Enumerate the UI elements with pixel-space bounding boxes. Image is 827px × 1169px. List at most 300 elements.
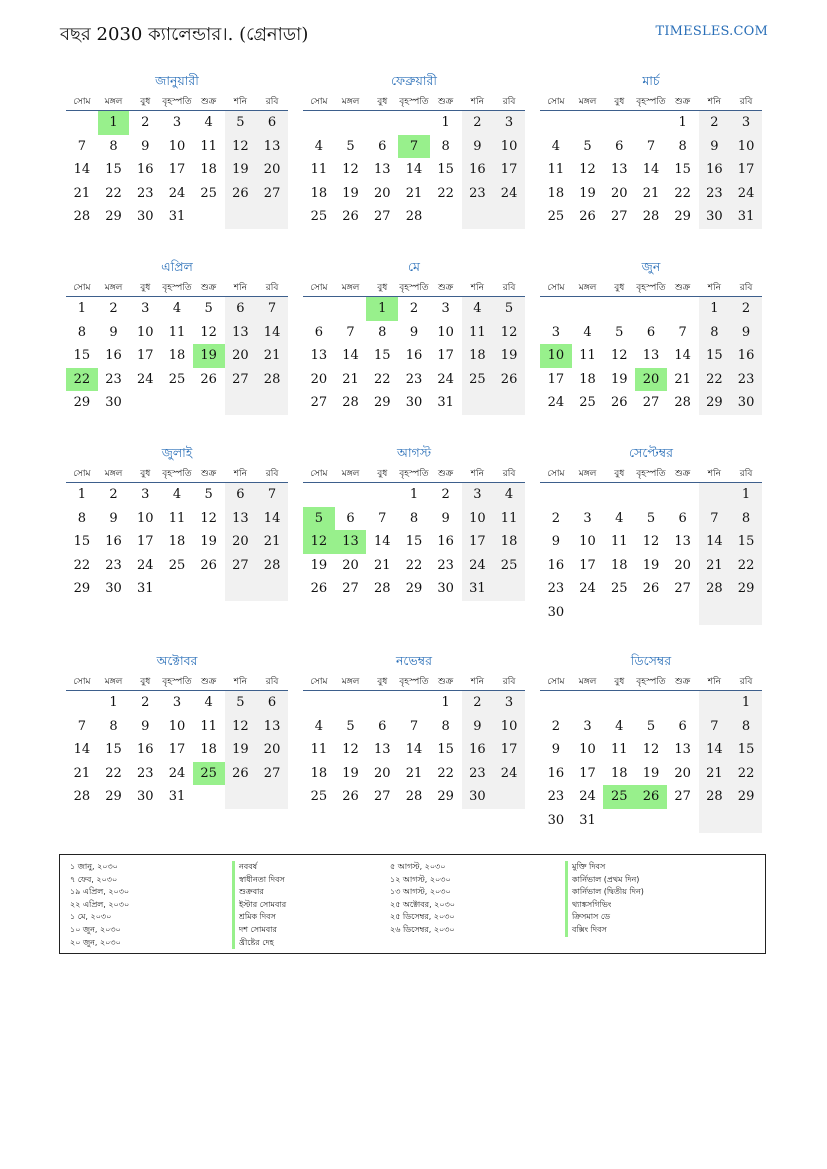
day-cell: 7: [77, 718, 86, 734]
month-block: [540, 70, 762, 229]
day-cell: 9: [141, 718, 150, 734]
empty-day-cell: [635, 601, 667, 625]
holiday-day-cell: 25: [603, 785, 635, 809]
weekday-label: মঙ্গল: [578, 96, 597, 107]
day-cell: 9: [699, 135, 731, 159]
day-cell: 1: [441, 695, 450, 710]
day-cell: 10: [168, 138, 186, 154]
weekday-label: বুধ: [377, 282, 388, 293]
day-cell: 28: [699, 577, 731, 601]
empty-day-cell: [193, 391, 225, 415]
day-cell: 9: [441, 510, 450, 526]
empty-day-cell: [225, 391, 257, 415]
empty-day-cell: [366, 111, 398, 135]
week-row: [540, 297, 762, 321]
day-cell: 10: [462, 507, 494, 531]
day-cell: 12: [342, 742, 359, 758]
day-cell: 17: [493, 738, 525, 762]
day-cell: 9: [551, 534, 560, 550]
weekday-label: শনি: [707, 676, 721, 687]
day-cell: 6: [314, 324, 323, 340]
day-cell: 1: [409, 487, 419, 502]
day-cell: 27: [342, 581, 359, 597]
day-cell: 3: [141, 487, 150, 502]
empty-day-cell: [699, 601, 731, 625]
day-cell: 12: [642, 742, 660, 758]
week-row: [540, 715, 762, 739]
day-cell: 7: [77, 138, 86, 154]
day-cell: 24: [730, 182, 762, 206]
day-cell: 14: [73, 742, 91, 758]
holiday-date: ২০ জুন, ২০৩০: [70, 937, 121, 947]
day-cell: 18: [579, 371, 596, 387]
weekday-label: শনি: [707, 282, 721, 293]
day-cell: 15: [405, 534, 423, 550]
weekday-label: মঙ্গল: [341, 96, 360, 107]
week-row: [540, 391, 762, 415]
day-cell: 16: [730, 344, 762, 368]
holiday-day-cell: 22: [66, 368, 98, 392]
day-cell: 29: [405, 581, 423, 597]
holiday-date: ১ জানু, ২০৩০: [70, 862, 118, 871]
week-row: [303, 368, 525, 392]
day-cell: 25: [310, 789, 328, 805]
empty-day-cell: [635, 483, 667, 507]
day-cell: 22: [437, 185, 454, 201]
day-cell: 20: [610, 185, 628, 201]
day-cell: 5: [646, 510, 656, 526]
empty-day-cell: [540, 111, 572, 135]
day-cell: 10: [437, 324, 454, 340]
day-cell: 28: [405, 209, 423, 225]
month-block: [66, 650, 288, 809]
holiday-name: দশ সোমবার: [232, 924, 286, 937]
week-row: [540, 158, 762, 182]
day-cell: 6: [225, 483, 257, 507]
day-cell: 15: [373, 348, 391, 364]
day-cell: 11: [310, 742, 328, 758]
empty-day-cell: [303, 691, 335, 715]
day-cell: 5: [204, 487, 213, 502]
weekday-label: রবি: [502, 282, 516, 293]
week-row: [66, 368, 288, 392]
day-cell: 13: [674, 742, 691, 758]
day-cell: 26: [225, 182, 257, 206]
day-cell: 20: [674, 765, 691, 781]
day-cell: 3: [172, 695, 182, 710]
weekday-label: মঙ্গল: [341, 282, 360, 293]
weekday-label: মঙ্গল: [104, 468, 123, 479]
weekday-label: বুধ: [614, 282, 625, 293]
day-cell: 30: [437, 581, 454, 597]
holiday-date: ২৫ ডিসেম্বর, ২০৩০: [390, 912, 455, 922]
week-row: [540, 809, 762, 833]
holiday-date: ১৯ এপ্রিল, ২০৩০: [70, 887, 130, 897]
day-cell: 17: [168, 162, 186, 178]
week-row: [66, 205, 288, 229]
week-row: [303, 344, 525, 368]
day-cell: 4: [172, 487, 182, 502]
weekday-label: সোম: [310, 282, 328, 293]
holiday-day-cell: 13: [335, 530, 367, 554]
day-cell: 16: [105, 348, 122, 364]
day-cell: 24: [168, 765, 186, 781]
day-cell: 30: [547, 604, 565, 620]
holiday-dates-left: [70, 861, 129, 949]
empty-day-cell: [699, 809, 731, 833]
day-cell: 18: [200, 742, 217, 758]
day-cell: 31: [136, 581, 154, 597]
weekday-label: বুধ: [614, 96, 625, 107]
week-row: [66, 691, 288, 715]
weekday-label: বৃহস্পতি: [162, 468, 192, 479]
day-cell: 12: [579, 162, 596, 178]
weekday-label: সোম: [547, 282, 565, 293]
day-cell: 26: [342, 789, 359, 805]
day-cell: 13: [610, 162, 628, 178]
weekday-label: শনি: [233, 676, 247, 687]
week-row: [540, 691, 762, 715]
day-cell: 23: [136, 185, 154, 201]
empty-day-cell: [303, 483, 335, 507]
day-cell: 11: [200, 138, 217, 154]
weekday-label: সোম: [310, 468, 328, 479]
day-cell: 27: [225, 554, 257, 578]
weekday-label: সোম: [73, 676, 91, 687]
day-cell: 26: [342, 209, 359, 225]
day-cell: 30: [699, 205, 731, 229]
day-cell: 18: [310, 185, 328, 201]
day-cell: 20: [225, 530, 257, 554]
week-row: [303, 691, 525, 715]
holiday-name: শুক্রবার: [232, 886, 286, 899]
day-cell: 13: [225, 321, 257, 345]
weekday-header: [66, 672, 288, 691]
day-cell: 22: [105, 765, 122, 781]
week-row: [540, 205, 762, 229]
day-cell: 15: [73, 348, 91, 364]
weekday-label: মঙ্গল: [104, 282, 123, 293]
day-cell: 15: [105, 742, 122, 758]
day-cell: 31: [168, 209, 186, 225]
day-cell: 25: [462, 368, 494, 392]
day-cell: 17: [579, 765, 596, 781]
day-cell: 11: [200, 718, 217, 734]
week-row: [66, 111, 288, 135]
weekday-label: বৃহস্পতি: [399, 676, 429, 687]
day-cell: 5: [346, 718, 355, 734]
day-cell: 1: [730, 691, 762, 715]
holiday-day-cell: 1: [98, 111, 130, 135]
day-cell: 28: [373, 581, 391, 597]
weekday-header: [540, 278, 762, 297]
day-cell: 21: [373, 557, 391, 573]
holiday-name: নববর্ষ: [232, 861, 286, 874]
holiday-name: থ্যাঙ্কসগিভিং: [565, 899, 644, 912]
week-row: [540, 111, 762, 135]
empty-day-cell: [161, 391, 193, 415]
month-title: এপ্রিল: [161, 259, 193, 274]
empty-day-cell: [572, 111, 604, 135]
month-block: [540, 650, 762, 833]
day-cell: 14: [405, 742, 423, 758]
day-cell: 25: [547, 209, 565, 225]
day-cell: 19: [200, 534, 217, 550]
month-block: [66, 442, 288, 601]
weekday-label: সোম: [547, 676, 565, 687]
day-cell: 12: [225, 715, 257, 739]
day-cell: 11: [579, 348, 596, 364]
holiday-names-right: [565, 861, 644, 937]
empty-day-cell: [603, 601, 635, 625]
day-cell: 14: [256, 321, 288, 345]
empty-day-cell: [635, 691, 667, 715]
day-cell: 22: [405, 557, 423, 573]
day-cell: 22: [730, 762, 762, 786]
day-cell: 11: [168, 510, 186, 526]
day-cell: 27: [373, 209, 391, 225]
day-cell: 18: [168, 348, 186, 364]
day-cell: 21: [256, 530, 288, 554]
week-row: [540, 483, 762, 507]
empty-day-cell: [667, 809, 699, 833]
month-block: [303, 70, 525, 229]
empty-day-cell: [493, 577, 525, 601]
day-cell: 1: [109, 695, 118, 710]
day-cell: 1: [678, 115, 687, 130]
day-cell: 21: [405, 765, 423, 781]
day-cell: 22: [730, 554, 762, 578]
day-cell: 27: [674, 581, 691, 597]
day-cell: 5: [204, 301, 213, 316]
weekday-header: [66, 278, 288, 297]
day-cell: 13: [674, 534, 691, 550]
weekday-label: শুক্র: [438, 282, 454, 293]
weekday-label: শুক্র: [675, 676, 691, 687]
day-cell: 4: [204, 695, 213, 710]
holiday-date: ৭ ফেব, ২০৩০: [70, 874, 118, 884]
empty-day-cell: [303, 111, 335, 135]
weekday-label: মঙ্গল: [104, 96, 123, 107]
weekday-label: মঙ্গল: [341, 468, 360, 479]
week-row: [303, 738, 525, 762]
empty-day-cell: [572, 691, 604, 715]
week-row: [66, 158, 288, 182]
holiday-day-cell: 1: [366, 297, 398, 321]
month-title: জুন: [641, 259, 661, 274]
holiday-day-cell: 19: [193, 344, 225, 368]
holiday-date: ২২ এপ্রিল, ২০৩০: [70, 899, 130, 909]
day-cell: 2: [730, 297, 762, 321]
day-cell: 28: [73, 789, 91, 805]
empty-day-cell: [635, 809, 667, 833]
holiday-date: ৫ আগস্ট, ২০৩০: [390, 862, 446, 871]
holiday-date: ১ মে, ২০৩০: [70, 912, 112, 922]
week-row: [303, 530, 525, 554]
day-cell: 16: [462, 158, 494, 182]
day-cell: 4: [615, 718, 624, 734]
weekday-label: রবি: [739, 96, 753, 107]
day-cell: 2: [409, 301, 419, 316]
week-row: [303, 321, 525, 345]
day-cell: 13: [256, 715, 288, 739]
day-cell: 10: [579, 534, 596, 550]
weekday-label: রবি: [502, 676, 516, 687]
empty-day-cell: [667, 297, 699, 321]
empty-day-cell: [540, 691, 572, 715]
week-row: [540, 368, 762, 392]
weekday-label: সোম: [73, 282, 91, 293]
weekday-label: সোম: [310, 96, 328, 107]
day-cell: 10: [136, 510, 154, 526]
day-cell: 19: [642, 557, 660, 573]
day-cell: 2: [109, 487, 118, 502]
weekday-header: [66, 464, 288, 483]
weekday-label: বৃহস্পতি: [399, 96, 429, 107]
day-cell: 20: [256, 158, 288, 182]
week-row: [66, 762, 288, 786]
day-cell: 7: [699, 507, 731, 531]
day-cell: 13: [310, 348, 328, 364]
weekday-label: বুধ: [614, 676, 625, 687]
day-cell: 2: [551, 510, 560, 526]
day-cell: 11: [310, 162, 328, 178]
empty-day-cell: [493, 391, 525, 415]
day-cell: 29: [73, 395, 91, 411]
day-cell: 12: [642, 534, 660, 550]
day-cell: 9: [109, 510, 118, 526]
day-cell: 10: [579, 742, 596, 758]
day-cell: 15: [674, 162, 691, 178]
holiday-list: [59, 854, 766, 954]
day-cell: 16: [405, 348, 423, 364]
day-cell: 25: [310, 209, 328, 225]
empty-day-cell: [635, 297, 667, 321]
week-row: [540, 738, 762, 762]
holiday-name: স্বাধীনতা দিবস: [232, 874, 286, 887]
week-row: [66, 554, 288, 578]
weekday-label: বৃহস্পতি: [636, 676, 666, 687]
day-cell: 13: [373, 742, 391, 758]
day-cell: 31: [730, 205, 762, 229]
weekday-header: [303, 278, 525, 297]
day-cell: 6: [378, 138, 387, 154]
day-cell: 12: [342, 162, 359, 178]
day-cell: 4: [493, 483, 525, 507]
site-brand-link[interactable]: TIMESLES.COM: [655, 24, 768, 39]
week-row: [540, 135, 762, 159]
empty-day-cell: [225, 785, 257, 809]
day-cell: 20: [674, 557, 691, 573]
day-cell: 11: [610, 534, 628, 550]
day-cell: 20: [310, 371, 328, 387]
day-cell: 27: [256, 762, 288, 786]
day-cell: 21: [342, 371, 359, 387]
weekday-label: সোম: [547, 96, 565, 107]
day-cell: 6: [678, 510, 687, 526]
week-row: [66, 785, 288, 809]
empty-day-cell: [540, 483, 572, 507]
holiday-name: শ্রমিক দিবস: [232, 911, 286, 924]
day-cell: 8: [441, 138, 450, 154]
day-cell: 24: [579, 789, 596, 805]
day-cell: 13: [373, 162, 391, 178]
month-title: ফেব্রুয়ারী: [390, 73, 438, 88]
weekday-header: [303, 464, 525, 483]
day-cell: 21: [674, 371, 691, 387]
day-cell: 2: [462, 691, 494, 715]
empty-day-cell: [572, 601, 604, 625]
weekday-label: সোম: [73, 96, 91, 107]
day-cell: 3: [462, 483, 494, 507]
week-row: [540, 785, 762, 809]
empty-day-cell: [335, 483, 367, 507]
day-cell: 24: [579, 581, 596, 597]
day-cell: 18: [168, 534, 186, 550]
day-cell: 27: [310, 395, 328, 411]
day-cell: 27: [674, 789, 691, 805]
day-cell: 18: [200, 162, 217, 178]
day-cell: 8: [77, 510, 86, 526]
month-block: [303, 256, 525, 415]
day-cell: 7: [678, 324, 687, 340]
holiday-day-cell: 20: [635, 368, 667, 392]
day-cell: 8: [441, 718, 450, 734]
day-cell: 5: [646, 718, 656, 734]
month-title: অক্টোবর: [156, 653, 198, 668]
day-cell: 15: [73, 534, 91, 550]
week-row: [303, 715, 525, 739]
day-cell: 16: [547, 765, 565, 781]
day-cell: 16: [462, 738, 494, 762]
day-cell: 31: [579, 812, 596, 828]
empty-day-cell: [256, 785, 288, 809]
holiday-name: কার্নিভাল (দ্বিতীয় দিন): [565, 886, 644, 899]
weekday-header: [303, 672, 525, 691]
weekday-label: শুক্র: [201, 96, 217, 107]
week-row: [66, 391, 288, 415]
weekday-label: বুধ: [140, 468, 151, 479]
day-cell: 30: [547, 812, 565, 828]
day-cell: 1: [699, 297, 731, 321]
month-block: [540, 256, 762, 415]
day-cell: 2: [141, 115, 150, 130]
day-cell: 4: [462, 297, 494, 321]
day-cell: 9: [551, 742, 560, 758]
day-cell: 20: [225, 344, 257, 368]
weekday-label: বৃহস্পতি: [162, 96, 192, 107]
day-cell: 16: [699, 158, 731, 182]
empty-day-cell: [256, 577, 288, 601]
week-row: [303, 554, 525, 578]
weekday-label: বৃহস্পতি: [636, 468, 666, 479]
weekday-label: বৃহস্পতি: [636, 96, 666, 107]
day-cell: 21: [699, 762, 731, 786]
day-cell: 23: [136, 765, 154, 781]
holiday-name: ইস্টার সোমবার: [232, 899, 286, 912]
empty-day-cell: [335, 111, 367, 135]
weekday-label: শনি: [707, 468, 721, 479]
day-cell: 16: [547, 557, 565, 573]
weekday-label: রবি: [739, 468, 753, 479]
day-cell: 28: [342, 395, 359, 411]
day-cell: 6: [256, 691, 288, 715]
empty-day-cell: [462, 391, 494, 415]
empty-day-cell: [225, 205, 257, 229]
day-cell: 22: [437, 765, 454, 781]
week-row: [66, 577, 288, 601]
day-cell: 3: [583, 718, 592, 734]
